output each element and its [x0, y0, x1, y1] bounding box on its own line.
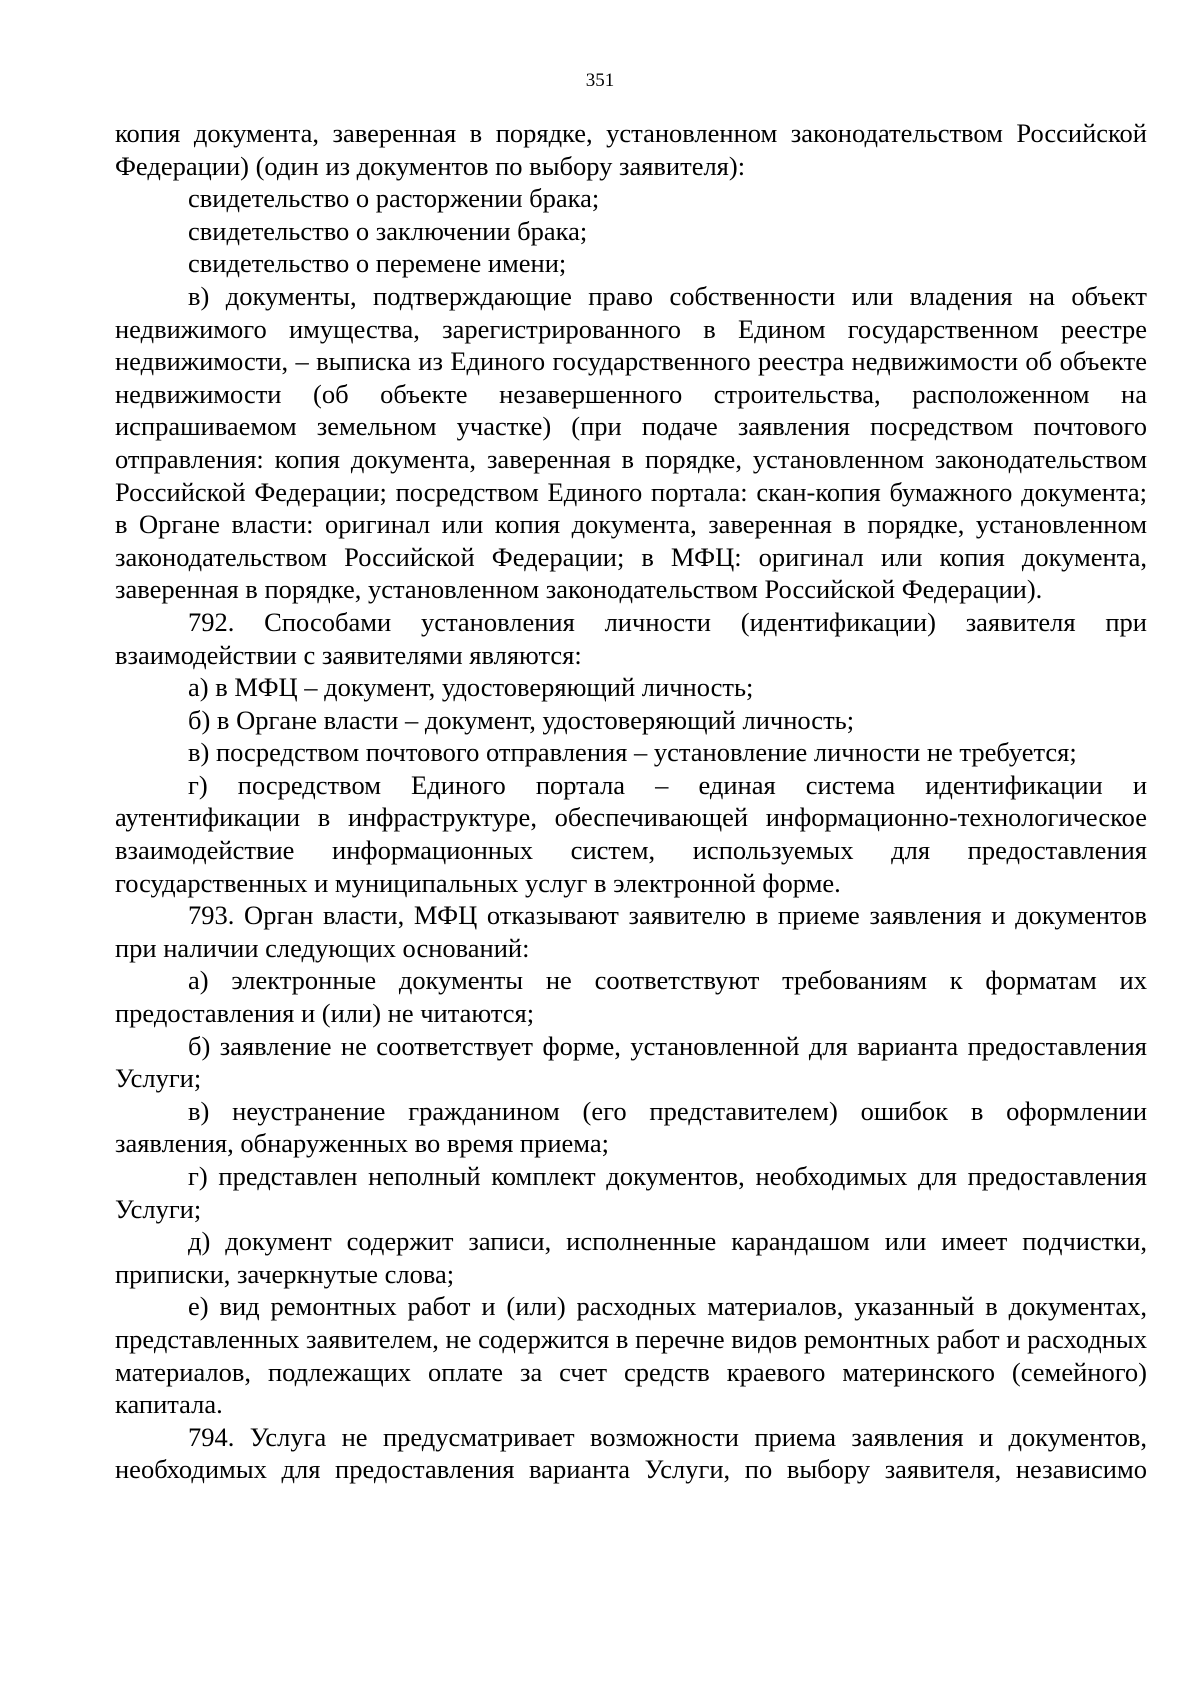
list-item: б) в Органе власти – документ, удостоверяющий личность;: [188, 704, 855, 735]
list-item: а) в МФЦ – документ, удостоверяющий личность;: [188, 672, 754, 703]
paragraph-continuation: копия документа, заверенная в порядке, установленном законодательством Российской Федерации) (один из документов по выбору заявителя):: [115, 118, 1147, 181]
page-number: 351: [585, 70, 615, 91]
list-item: свидетельство о расторжении брака;: [188, 183, 600, 214]
clause-792: 792. Способами установления личности (идентификации) заявителя при взаимодействии с заявителями являются:: [115, 606, 1147, 670]
list-item: г) посредством Единого портала – единая система идентификации и аутентификации в инфраструктуре, обеспечивающей информационно-технологическое взаимодействие информационных систем, используемых для предоставления государственных и муниципальных услуг в электронной форме.: [115, 769, 1147, 898]
list-item: г) представлен неполный комплект документов, необходимых для предоставления Услуги;: [115, 1161, 1147, 1224]
list-item: в) неустранение гражданином (его представителем) ошибок в оформлении заявления, обнаруженных во время приема;: [115, 1095, 1147, 1159]
list-item: д) документ содержит записи, исполненные карандашом или имеет подчистки, приписки, зачеркнутые слова;: [115, 1226, 1147, 1289]
list-item: в) посредством почтового отправления – установление личности не требуется;: [188, 737, 1077, 768]
clause-794: 794. Услуга не предусматривает возможности приема заявления и документов, необходимых для предоставления варианта Услуги, по выбору заявителя, независимо: [115, 1421, 1147, 1485]
list-item: свидетельство о перемене имени;: [188, 248, 567, 279]
document-body: [115, 117, 1147, 1486]
list-item: а) электронные документы не соответствуют требованиям к форматам их предоставления и (или) не читаются;: [115, 965, 1147, 1029]
list-item: б) заявление не соответствует форме, установленной для варианта предоставления Услуги;: [115, 1030, 1147, 1094]
list-item: е) вид ремонтных работ и (или) расходных материалов, указанный в документах, представленных заявителем, не содержится в перечне видов ремонтных работ и расходных материалов, подлежащих оплате за счет средств краевого материнского (семейного) капитала.: [115, 1291, 1147, 1420]
list-item: в) документы, подтверждающие право собственности или владения на объект недвижимого имущества, зарегистрированного в Едином государственном реестре недвижимости, – выписка из Единого государственного реестра недвижимости об объекте недвижимости (об объекте незавершенного строительства, расположенном на испрашиваемом земельном участке) (при подаче заявления посредством почтового отправления: копия документа, заверенная в порядке, установленном законодательством Российской Федерации; посредством Единого портала: скан-копия бумажного документа; в Органе власти: оригинал или копия документа, заверенная в порядке, установленном законодательством Российской Федерации; в МФЦ: оригинал или копия документа, заверенная в порядке, установленном законодательством Российской Федерации).: [115, 280, 1147, 605]
list-item: свидетельство о заключении брака;: [188, 215, 588, 246]
clause-793: 793. Орган власти, МФЦ отказывают заявителю в приеме заявления и документов при наличии следующих оснований:: [115, 900, 1147, 963]
